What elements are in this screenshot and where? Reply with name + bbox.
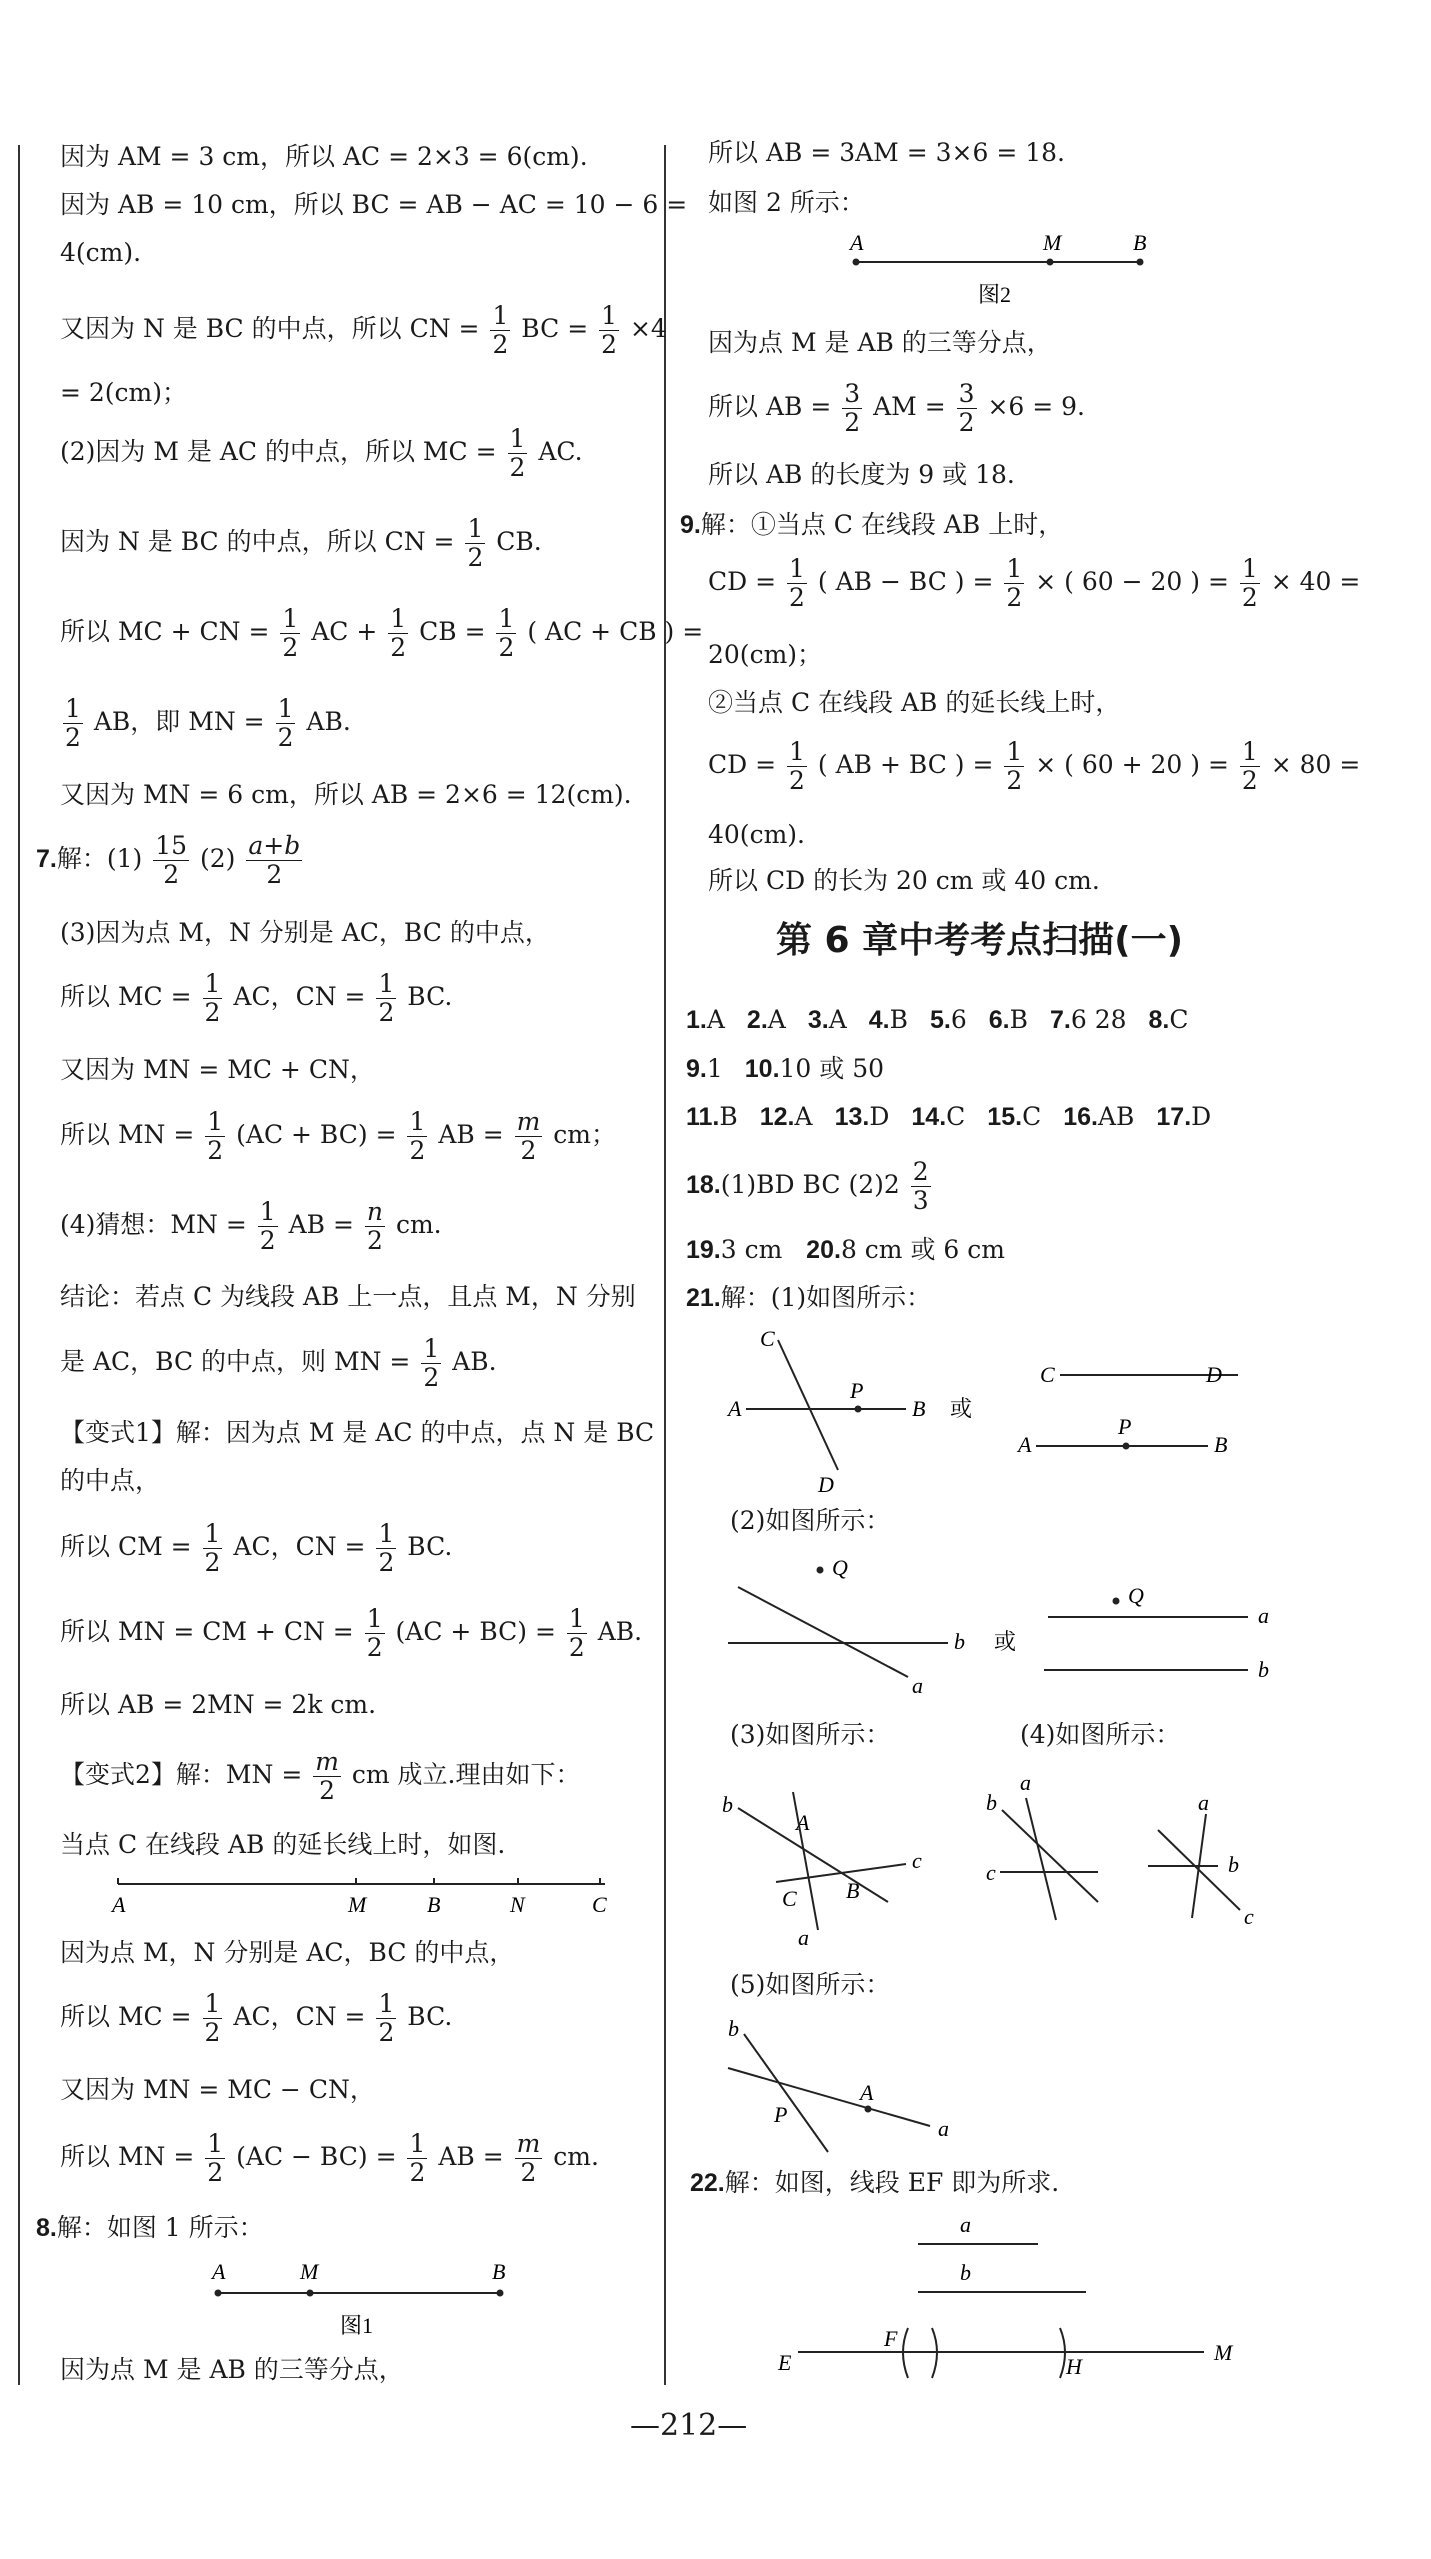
fraction: $\frac{1}{2}$ [601,301,618,359]
line-label-a: a [1020,1770,1031,1795]
text-line: (3)因为点 M，N 分别是 AC，BC 的中点， [60,918,550,947]
text-line: = 2(cm)； [60,378,188,407]
text-span: 所以 AB = [708,392,832,421]
point-label-b: B [846,1878,860,1903]
fraction: $\frac{1}{2}$ [378,969,395,1027]
text-span: CD = [708,750,777,779]
text-span: BC. [407,1532,453,1561]
text-line: (2)如图所示： [730,1506,891,1535]
text-line: 【变式1】解：因为点 M 是 AC 的中点，点 N 是 BC [60,1418,655,1447]
question-number: 4. [868,1006,890,1034]
text-span: (AC − BC) = [236,2142,397,2171]
text-span: 所以 MN = [60,2142,195,2171]
text-line: 如图 2 所示： [708,188,865,217]
answer-value: C [1022,1102,1042,1131]
point-label-b: B [492,2259,506,2284]
line-label-a2: a [1198,1790,1209,1815]
text-span: (2)因为 M 是 AC 的中点，所以 MC = [60,437,497,466]
figure-1 [200,2255,520,2345]
text-line: 当点 C 在线段 AB 的延长线上时，如图. [60,1830,506,1859]
figure-21-3 [718,1770,948,1950]
point-label-m: M [348,1892,367,1917]
text-span: AB. [306,707,351,736]
answer-value: 10 或 50 [779,1054,885,1083]
line-label-a: a [938,2116,949,2141]
point-label-a2: A [1018,1432,1032,1457]
point-label-a: A [850,230,864,255]
text-span: 8 cm 或 6 cm [840,1235,1005,1264]
answer-value: 6 28 [1070,1005,1127,1034]
text-span: AB，即 MN = [93,707,265,736]
text-line: 所以 AB 的长度为 9 或 18. [708,460,1015,489]
point-label-c: C [592,1892,607,1917]
point-label-a: A [212,2259,226,2284]
text-line: 因为 AM = 3 cm，所以 AC = 2×3 = 6(cm). [60,142,588,171]
question-number: 1. [686,1006,707,1034]
line-label-a: a [798,1925,809,1950]
text-span: AM = [873,392,946,421]
question-number: 2. [746,1006,768,1034]
fraction: $\frac{1}{2}$ [1241,737,1258,795]
answer-value: AB [1097,1102,1135,1131]
text-line [60,1748,581,1805]
text-line [708,380,1085,437]
fraction: $\frac{3}{2}$ [844,379,861,437]
point-label-b: B [427,1892,441,1917]
point-label-c: C [782,1886,797,1911]
text-span: 3 cm [720,1235,783,1264]
answer-list [686,1054,906,1083]
text-span: AC. [538,437,583,466]
point-label-a: A [860,2080,874,2105]
answer-value: C [946,1102,966,1131]
fraction: $\frac{1}{2}$ [789,737,805,795]
fraction: $\frac{1}{2}$ [378,1519,395,1577]
fraction: $\frac{3}{2}$ [958,379,975,437]
text-line: 因为 AB = 10 cm，所以 BC = AB − AC = 10 − 6 = [60,190,688,219]
text-span: 所以 MC + CN = [60,617,270,646]
fraction: $\frac{2}{3}$ [912,1157,929,1215]
text-span: cm 成立.理由如下： [351,1760,581,1789]
line-label-b2: b [1228,1852,1239,1877]
text-line [708,738,1360,795]
fraction: $\frac{1}{2}$ [277,694,294,752]
fraction: $\frac{1}{2}$ [259,1197,276,1255]
question-number: 7. [1050,1006,1071,1034]
point-label-b: B [912,1396,926,1421]
point-label-a: A [112,1892,126,1917]
text-span: (AC + BC) = [395,1617,556,1646]
question-number: 11. [686,1103,720,1131]
fraction: $\frac{1}{2}$ [1006,554,1023,612]
question-number: 10. [744,1055,780,1083]
answer-item [911,1102,965,1131]
answer-value: C [1169,1005,1189,1034]
point-label-c: C [760,1326,775,1351]
text-span: AC，CN = [233,2002,366,2031]
text-span: BC = [521,314,589,343]
fraction: $\frac{1}{2}$ [509,424,526,482]
point-label-b: B [1133,230,1147,255]
answer-item [1063,1102,1134,1131]
text-span: BC. [407,2002,453,2031]
text-span: ( AB + BC ) = [817,750,994,779]
fraction: $\frac{1}{2}$ [1006,737,1023,795]
answer-row-21 [686,1283,931,1313]
answer-item [989,1005,1028,1034]
answer-row-19-20 [686,1235,1005,1265]
answer-value: A [794,1102,813,1131]
question-number: 9. [680,511,701,539]
text-line [36,2213,264,2243]
text-span: 所以 MN = CM + CN = [60,1617,354,1646]
answer-item [686,1102,738,1131]
text-line [60,1605,642,1662]
answer-item [745,1054,884,1083]
fraction: $\frac{1}{2}$ [492,301,509,359]
answer-item [930,1005,967,1034]
text-line [60,1990,452,2047]
fraction: $\frac{1}{2}$ [498,604,515,662]
text-span: CD = [708,567,777,596]
text-span: × 40 = [1270,567,1361,596]
line-label-a2: a [1258,1603,1269,1628]
figure-2 [838,228,1158,318]
text-line [60,2130,599,2187]
point-label-p: P [774,2102,788,2127]
point-label-m: M [1214,2340,1233,2365]
fraction: $\frac{1}{2}$ [789,554,805,612]
text-span: 解：(1)如图所示： [720,1283,932,1312]
answer-value: A [828,1005,847,1034]
fraction: $\frac{1}{2}$ [282,604,299,662]
text-span: 所以 CM = [60,1532,192,1561]
fraction: $\frac{m}{2}$ [516,2129,541,2187]
point-label-c2: C [1040,1362,1055,1387]
fraction: $\frac{1}{2}$ [204,1519,221,1577]
text-span: ( AC + CB ) = [527,617,704,646]
figure-21-5 [718,2012,998,2162]
text-span: CB. [496,527,542,556]
text-line [680,510,1063,540]
answer-item [1050,1005,1127,1034]
text-span: 所以 MC = [60,2002,192,2031]
question-number: 13. [834,1103,870,1131]
text-span: AB. [597,1617,643,1646]
fraction: $\frac{1}{2}$ [366,1604,383,1662]
figure-caption: 图2 [978,282,1012,307]
text-span: 又因为 N 是 BC 的中点，所以 CN = [60,314,480,343]
figure-caption: 图1 [340,2313,374,2338]
answer-value: B [889,1005,908,1034]
point-label-e: E [778,2350,792,2375]
fraction: $\frac{1}{2}$ [65,694,81,752]
text-span: AB = [438,2142,504,2171]
text-line: 因为点 M 是 AB 的三等分点， [708,328,1052,357]
point-label-d: D [818,1472,834,1495]
text-span: × ( 60 − 20 ) = [1035,567,1229,596]
line-label-c: c [912,1848,922,1873]
question-number: 8. [1148,1006,1170,1034]
fraction: $\frac{1}{2}$ [467,514,484,572]
line-label-b: b [986,1790,997,1815]
point-label-q: Q [832,1555,848,1580]
text-line [60,1335,497,1392]
point-label-p: P [850,1378,864,1403]
text-span: 因为 N 是 BC 的中点，所以 CN = [60,527,455,556]
question-number: 7. [36,845,57,873]
text-line: 所以 AB = 3AM = 3×6 = 18. [708,138,1065,167]
answer-item [835,1102,890,1131]
text-line: 因为点 M，N 分别是 AC，BC 的中点， [60,1938,515,1967]
text-span: 是 AC，BC 的中点，则 MN = [60,1347,411,1376]
question-number: 20. [806,1236,841,1264]
text-span: AC + [311,617,378,646]
question-number: 19. [686,1236,721,1264]
answer-item [869,1005,908,1034]
text-line [60,1520,452,1577]
text-span: (AC + BC) = [236,1120,397,1149]
text-line [708,555,1360,612]
fraction: $\frac{15}{2}$ [155,831,188,889]
text-span: ×4 [629,314,667,343]
answer-row-1 [686,1005,1211,1035]
line-label-b: b [722,1792,733,1817]
fraction: $\frac{1}{2}$ [204,1989,221,2047]
figure-21-2 [718,1545,1298,1705]
text-line: 20(cm)； [708,640,823,669]
text-line [60,695,351,752]
answer-list [686,1102,1233,1131]
answer-item [747,1005,786,1034]
fraction: $\frac{1}{2}$ [204,969,221,1027]
point-label-m: M [300,2259,319,2284]
text-span: cm. [553,2142,599,2171]
question-number: 3. [807,1006,829,1034]
fraction: $\frac{m}{2}$ [315,1747,339,1805]
text-span: AC，CN = [233,982,366,1011]
fraction: $\frac{1}{2}$ [1241,554,1258,612]
figure-21-1 [718,1320,1238,1495]
text-span: 解：①当点 C 在线段 AB 上时， [700,510,1064,539]
text-span: (2) [200,844,236,873]
answer-item [686,1054,723,1083]
or-label: 或 [950,1396,973,1421]
question-number: 9. [686,1055,707,1083]
answer-list [686,1005,1211,1034]
fraction: $\frac{m}{2}$ [516,1107,541,1165]
answer-value: D [1191,1102,1212,1131]
text-line: 所以 CD 的长为 20 cm 或 40 cm. [708,866,1100,895]
question-number: 14. [911,1103,947,1131]
fraction: $\frac{1}{2}$ [390,604,407,662]
answer-item [686,1005,725,1034]
answer-value: A [767,1005,786,1034]
text-span: BC. [407,982,453,1011]
line-label-b2: b [1258,1657,1269,1682]
answer-value: D [869,1102,890,1131]
point-label-m: M [1043,230,1062,255]
fraction: $\frac{1}{2}$ [409,1107,426,1165]
question-number: 12. [759,1103,795,1131]
line-label-b: b [728,2016,739,2041]
text-line: 因为点 M 是 AB 的三等分点， [60,2355,404,2384]
point-label-b2: B [1214,1432,1228,1457]
text-line: 40(cm). [708,820,805,849]
text-span: CB = [419,617,486,646]
text-span: × 80 = [1270,750,1361,779]
text-line [36,832,305,889]
fraction: $\frac{1}{2}$ [207,2129,224,2187]
answer-row-2 [686,1054,906,1084]
text-line: 又因为 MN = MC + CN， [60,1055,375,1084]
column-divider [664,145,666,2385]
answer-value: A [706,1005,725,1034]
text-span: AB = [438,1120,504,1149]
segment-figure-variant2 [100,1870,620,1920]
segment-label-b: b [960,2260,971,2285]
point-label-d2: D [1206,1362,1222,1387]
answer-item [1156,1102,1211,1131]
point-label-p2: P [1118,1414,1132,1439]
question-number: 5. [930,1006,951,1034]
text-span: ×6 = 9. [987,392,1085,421]
point-label-n: N [510,1892,525,1917]
answer-item [987,1102,1041,1131]
question-number: 16. [1063,1103,1098,1131]
line-label-c2: c [1244,1904,1254,1929]
text-span: (1)BD BC (2)2 [720,1170,900,1199]
text-span: 所以 MC = [60,982,192,1011]
text-line: 又因为 MN = MC − CN， [60,2075,375,2104]
line-label-a: a [912,1673,923,1698]
answer-value: 6 [950,1005,967,1034]
answer-row-22 [690,2168,1059,2198]
page-number: —212— [630,2408,748,2443]
question-number: 8. [36,2214,57,2242]
answer-value: 1 [706,1054,723,1083]
fraction: $\frac{1}{2}$ [207,1107,224,1165]
text-span: cm. [395,1210,442,1239]
line-label-c: c [986,1860,996,1885]
answer-item [760,1102,813,1131]
figure-22 [768,2210,1268,2385]
text-span: AB = [288,1210,354,1239]
or-label: 或 [994,1629,1017,1654]
point-label-a: A [728,1396,742,1421]
text-span: 解：如图 1 所示： [56,2213,264,2242]
question-number: 18. [686,1171,721,1199]
answer-value: B [1009,1005,1028,1034]
text-line: 的中点， [60,1466,161,1495]
fraction: $\frac{n}{2}$ [366,1197,383,1255]
fraction: $\frac{a+b}{2}$ [248,831,301,889]
text-line [60,1198,442,1255]
answer-value: B [719,1102,738,1131]
figure-21-4 [978,1770,1278,1930]
segment-label-a: a [960,2212,971,2237]
right-column [668,0,1428,2450]
text-line: 结论：若点 C 为线段 AB 上一点，且点 M，N 分别 [60,1282,636,1311]
text-span: cm； [553,1120,617,1149]
question-number: 17. [1156,1103,1192,1131]
text-line [60,302,667,359]
fraction: $\frac{1}{2}$ [568,1604,585,1662]
text-line: ②当点 C 在线段 AB 的延长线上时， [708,688,1121,717]
text-span: AC，CN = [233,1532,366,1561]
text-span: ( AB − BC ) = [817,567,994,596]
answer-row-18 [686,1158,934,1215]
text-line: 又因为 MN = 6 cm，所以 AB = 2×6 = 12(cm). [60,780,632,809]
text-line: (5)如图所示： [730,1970,891,1999]
point-label-f: F [884,2326,898,2351]
text-span: 所以 MN = [60,1120,195,1149]
answer-item [1149,1005,1189,1034]
text-span: (4)猜想：MN = [60,1210,247,1239]
fraction: $\frac{1}{2}$ [423,1334,440,1392]
question-number: 15. [987,1103,1023,1131]
point-label-q2: Q [1128,1583,1144,1608]
text-span: 【变式2】解：MN = [60,1760,303,1789]
point-label-a: A [796,1810,810,1835]
text-line: (4)如图所示： [1020,1720,1181,1749]
fraction: $\frac{1}{2}$ [378,1989,395,2047]
text-span: 解：(1) [56,844,143,873]
text-line [60,515,542,572]
section-title: 第 6 章中考考点扫描(一) [776,920,1184,961]
text-line [60,970,452,1027]
text-span: AB. [452,1347,497,1376]
text-line: (3)如图所示： [730,1720,891,1749]
text-span: 解：如图，线段 EF 即为所求. [724,2168,1060,2197]
text-span: × ( 60 + 20 ) = [1035,750,1229,779]
point-label-h: H [1066,2354,1082,2379]
text-line: 4(cm). [60,238,142,267]
fraction: $\frac{1}{2}$ [409,2129,426,2187]
line-label-b: b [954,1629,965,1654]
question-number: 6. [988,1006,1010,1034]
answer-row-3 [686,1102,1233,1132]
question-number: 21. [686,1284,721,1312]
text-line: 所以 AB = 2MN = 2k cm. [60,1690,377,1719]
answer-item [808,1005,847,1034]
text-line [60,425,583,482]
text-line [60,1108,616,1165]
text-line [60,605,703,662]
question-number: 22. [690,2169,725,2197]
